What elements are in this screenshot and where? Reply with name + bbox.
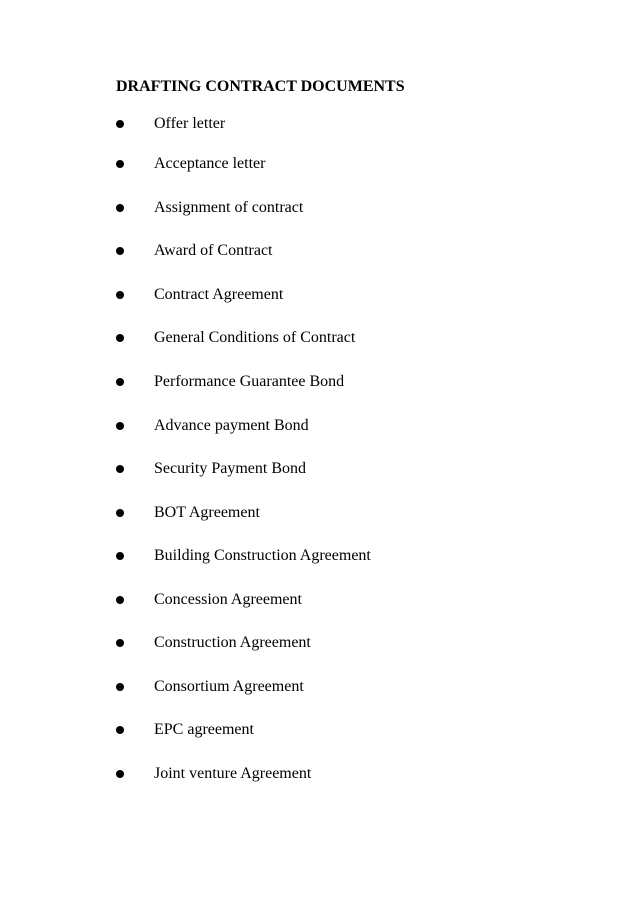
- list-item-label: EPC agreement: [154, 721, 254, 738]
- bullet-icon: [116, 160, 124, 168]
- list-item-label: Consortium Agreement: [154, 678, 304, 695]
- list-item-label: BOT Agreement: [154, 504, 260, 521]
- list-item-label: Assignment of contract: [154, 199, 304, 216]
- bullet-icon: [116, 683, 124, 691]
- bullet-icon: [116, 120, 124, 128]
- list-item-label: Building Construction Agreement: [154, 547, 371, 564]
- list-item-label: Contract Agreement: [154, 286, 284, 303]
- bullet-icon: [116, 639, 124, 647]
- list-item-label: Acceptance letter: [154, 155, 266, 172]
- bullet-icon: [116, 509, 124, 517]
- bullet-icon: [116, 334, 124, 342]
- list-item-label: General Conditions of Contract: [154, 329, 356, 346]
- list-item-label: Joint venture Agreement: [154, 765, 312, 782]
- bullet-icon: [116, 378, 124, 386]
- list-item-label: Performance Guarantee Bond: [154, 373, 345, 390]
- list-item-label: Construction Agreement: [154, 634, 311, 651]
- list-item-label: Award of Contract: [154, 242, 273, 259]
- bullet-icon: [116, 596, 124, 604]
- bullet-icon: [116, 247, 124, 255]
- bullet-icon: [116, 552, 124, 560]
- bullet-icon: [116, 204, 124, 212]
- list-item-label: Concession Agreement: [154, 591, 302, 608]
- list-item-label: Security Payment Bond: [154, 460, 306, 477]
- bullet-icon: [116, 422, 124, 430]
- bullet-icon: [116, 291, 124, 299]
- bullet-icon: [116, 726, 124, 734]
- bullet-icon: [116, 465, 124, 473]
- bullet-icon: [116, 770, 124, 778]
- document-heading: DRAFTING CONTRACT DOCUMENTS: [116, 78, 405, 95]
- list-item-label: Offer letter: [154, 115, 226, 132]
- list-item-label: Advance payment Bond: [154, 417, 309, 434]
